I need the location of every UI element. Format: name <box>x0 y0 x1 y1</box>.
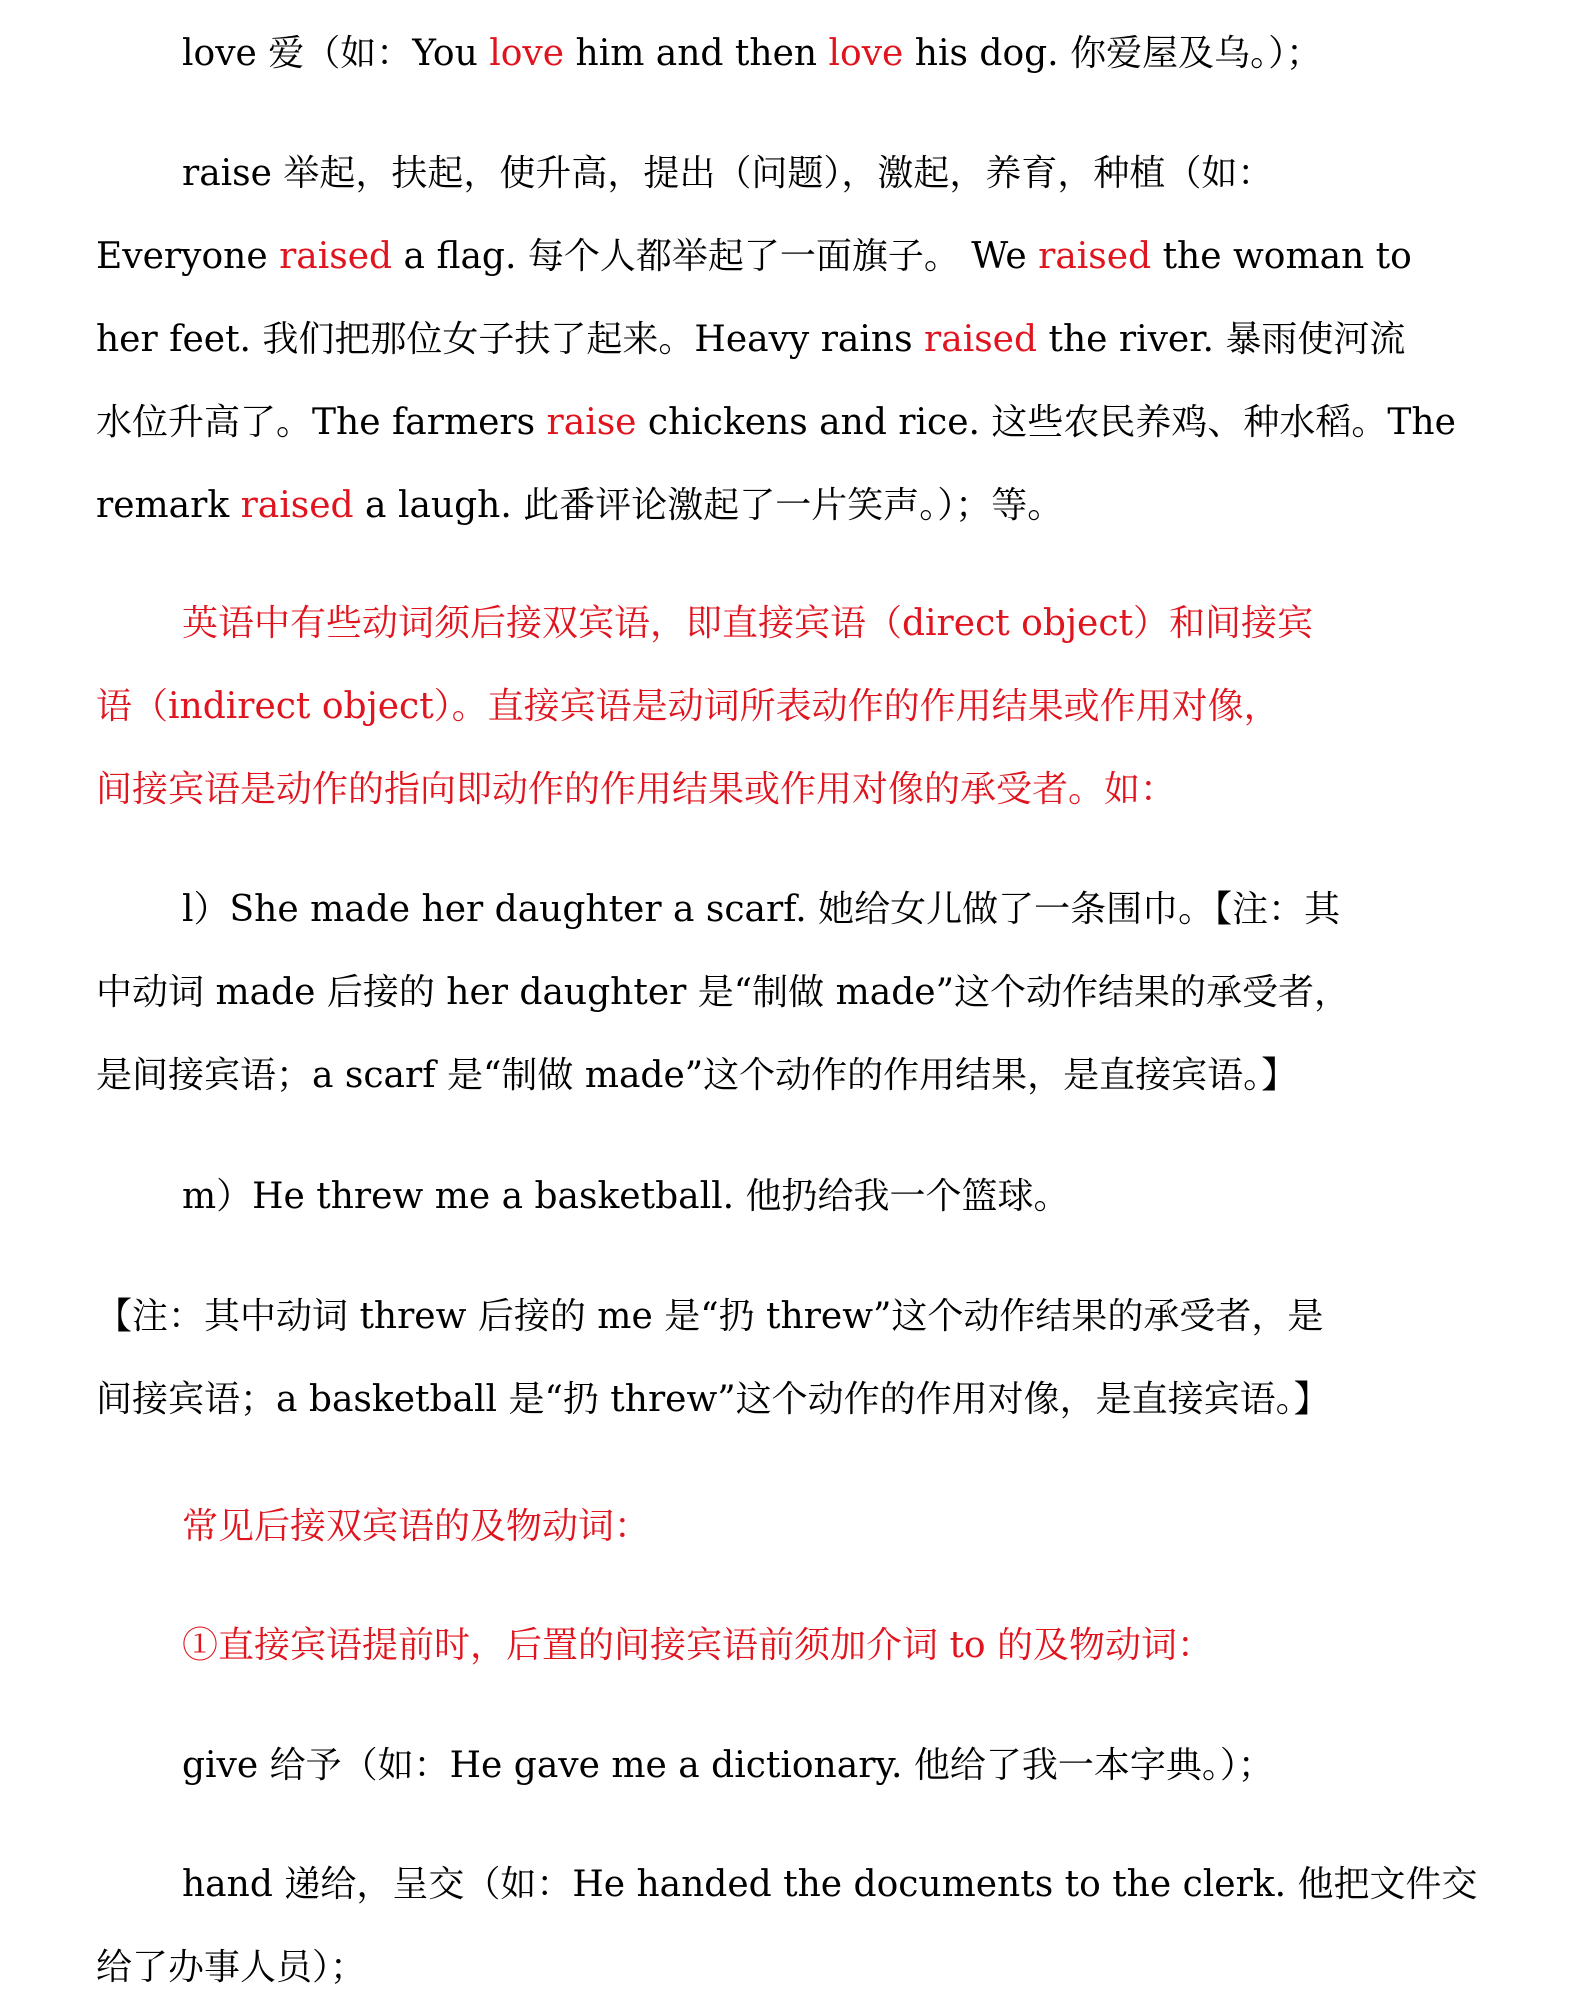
paragraph-raise <box>96 132 1496 547</box>
text-run: a flag. 每个人都举起了一面旗子。 We <box>392 236 1039 277</box>
text-line <box>96 215 1496 298</box>
text-run: Everyone <box>96 236 280 277</box>
highlight-word: love <box>828 33 904 74</box>
text-run: love 爱（如：You <box>182 33 490 74</box>
text-line <box>96 381 1496 464</box>
text-run: remark <box>96 485 241 526</box>
paragraph-example-m <box>96 1155 1496 1238</box>
text-run: the woman to <box>1151 236 1412 277</box>
text-line: 是间接宾语；a scarf 是“制做 made”这个动作的作用结果，是直接宾语。】 <box>96 1055 1298 1096</box>
text-run: her feet. 我们把那位女子扶了起来。Heavy rains <box>96 319 925 360</box>
text-run: the river. 暴雨使河流 <box>1037 319 1406 360</box>
paragraph-note-m <box>96 1275 1496 1441</box>
text-line <box>96 464 1496 547</box>
highlight-word: raised <box>279 236 393 277</box>
text-run: 水位升高了。The farmers <box>96 402 547 443</box>
highlight-word: love <box>489 33 565 74</box>
text-line: 常见后接双宾语的及物动词： <box>182 1506 651 1547</box>
text-line: hand 递给，呈交（如：He handed the documents to the clerk. 他把文件交 <box>182 1864 1478 1905</box>
heading-rule-1 <box>96 1604 1582 1687</box>
text-line: l）She made her daughter a scarf. 她给女儿做了一条围巾。【注：其 <box>182 889 1341 930</box>
text-line: 英语中有些动词须后接双宾语，即直接宾语（direct object）和间接宾 <box>182 603 1313 644</box>
highlight-word: raised <box>240 485 354 526</box>
text-run: him and then <box>564 33 829 74</box>
text-run: chickens and rice. 这些农民养鸡、种水稻。The <box>636 402 1456 443</box>
text-line <box>96 298 1496 381</box>
text-run: his dog. 你爱屋及乌。）； <box>903 33 1323 74</box>
paragraph-example-l <box>96 868 1496 1117</box>
highlight-word: raised <box>924 319 1038 360</box>
text-line <box>182 12 1582 95</box>
text-line: 间接宾语；a basketball 是“扔 threw”这个动作的作用对像，是直接宾语。】 <box>96 1379 1330 1420</box>
paragraph-double-object-intro <box>96 582 1496 831</box>
text-line: give 给予（如：He gave me a dictionary. 他给了我一本字典。）； <box>182 1745 1274 1786</box>
text-line: 中动词 made 后接的 her daughter 是“制做 made”这个动作结果的承受者， <box>96 972 1350 1013</box>
text-line: raise 举起，扶起，使升高，提出（问题），激起，养育，种植（如： <box>182 153 1274 194</box>
text-line: 间接宾语是动作的指向即动作的作用结果或作用对像的承受者。如： <box>96 769 1177 810</box>
paragraph-hand <box>96 1843 1496 2009</box>
text-line: ①直接宾语提前时，后置的间接宾语前须加介词 to 的及物动词： <box>182 1625 1214 1666</box>
paragraph-love <box>96 12 1582 95</box>
highlight-word: raised <box>1038 236 1152 277</box>
text-line: 【注：其中动词 threw 后接的 me 是“扔 threw”这个动作结果的承受者，是 <box>96 1296 1324 1337</box>
text-line: m）He threw me a basketball. 他扔给我一个篮球。 <box>182 1176 1070 1217</box>
text-run: a laugh. 此番评论激起了一片笑声。）；等。 <box>353 485 1064 526</box>
highlight-word: raise <box>546 402 637 443</box>
text-line: 给了办事人员）； <box>96 1947 367 1988</box>
text-line: 语（indirect object）。直接宾语是动词所表动作的作用结果或作用对像， <box>96 686 1280 727</box>
paragraph-give <box>96 1724 1582 1807</box>
heading-common-verbs <box>96 1485 1582 1568</box>
